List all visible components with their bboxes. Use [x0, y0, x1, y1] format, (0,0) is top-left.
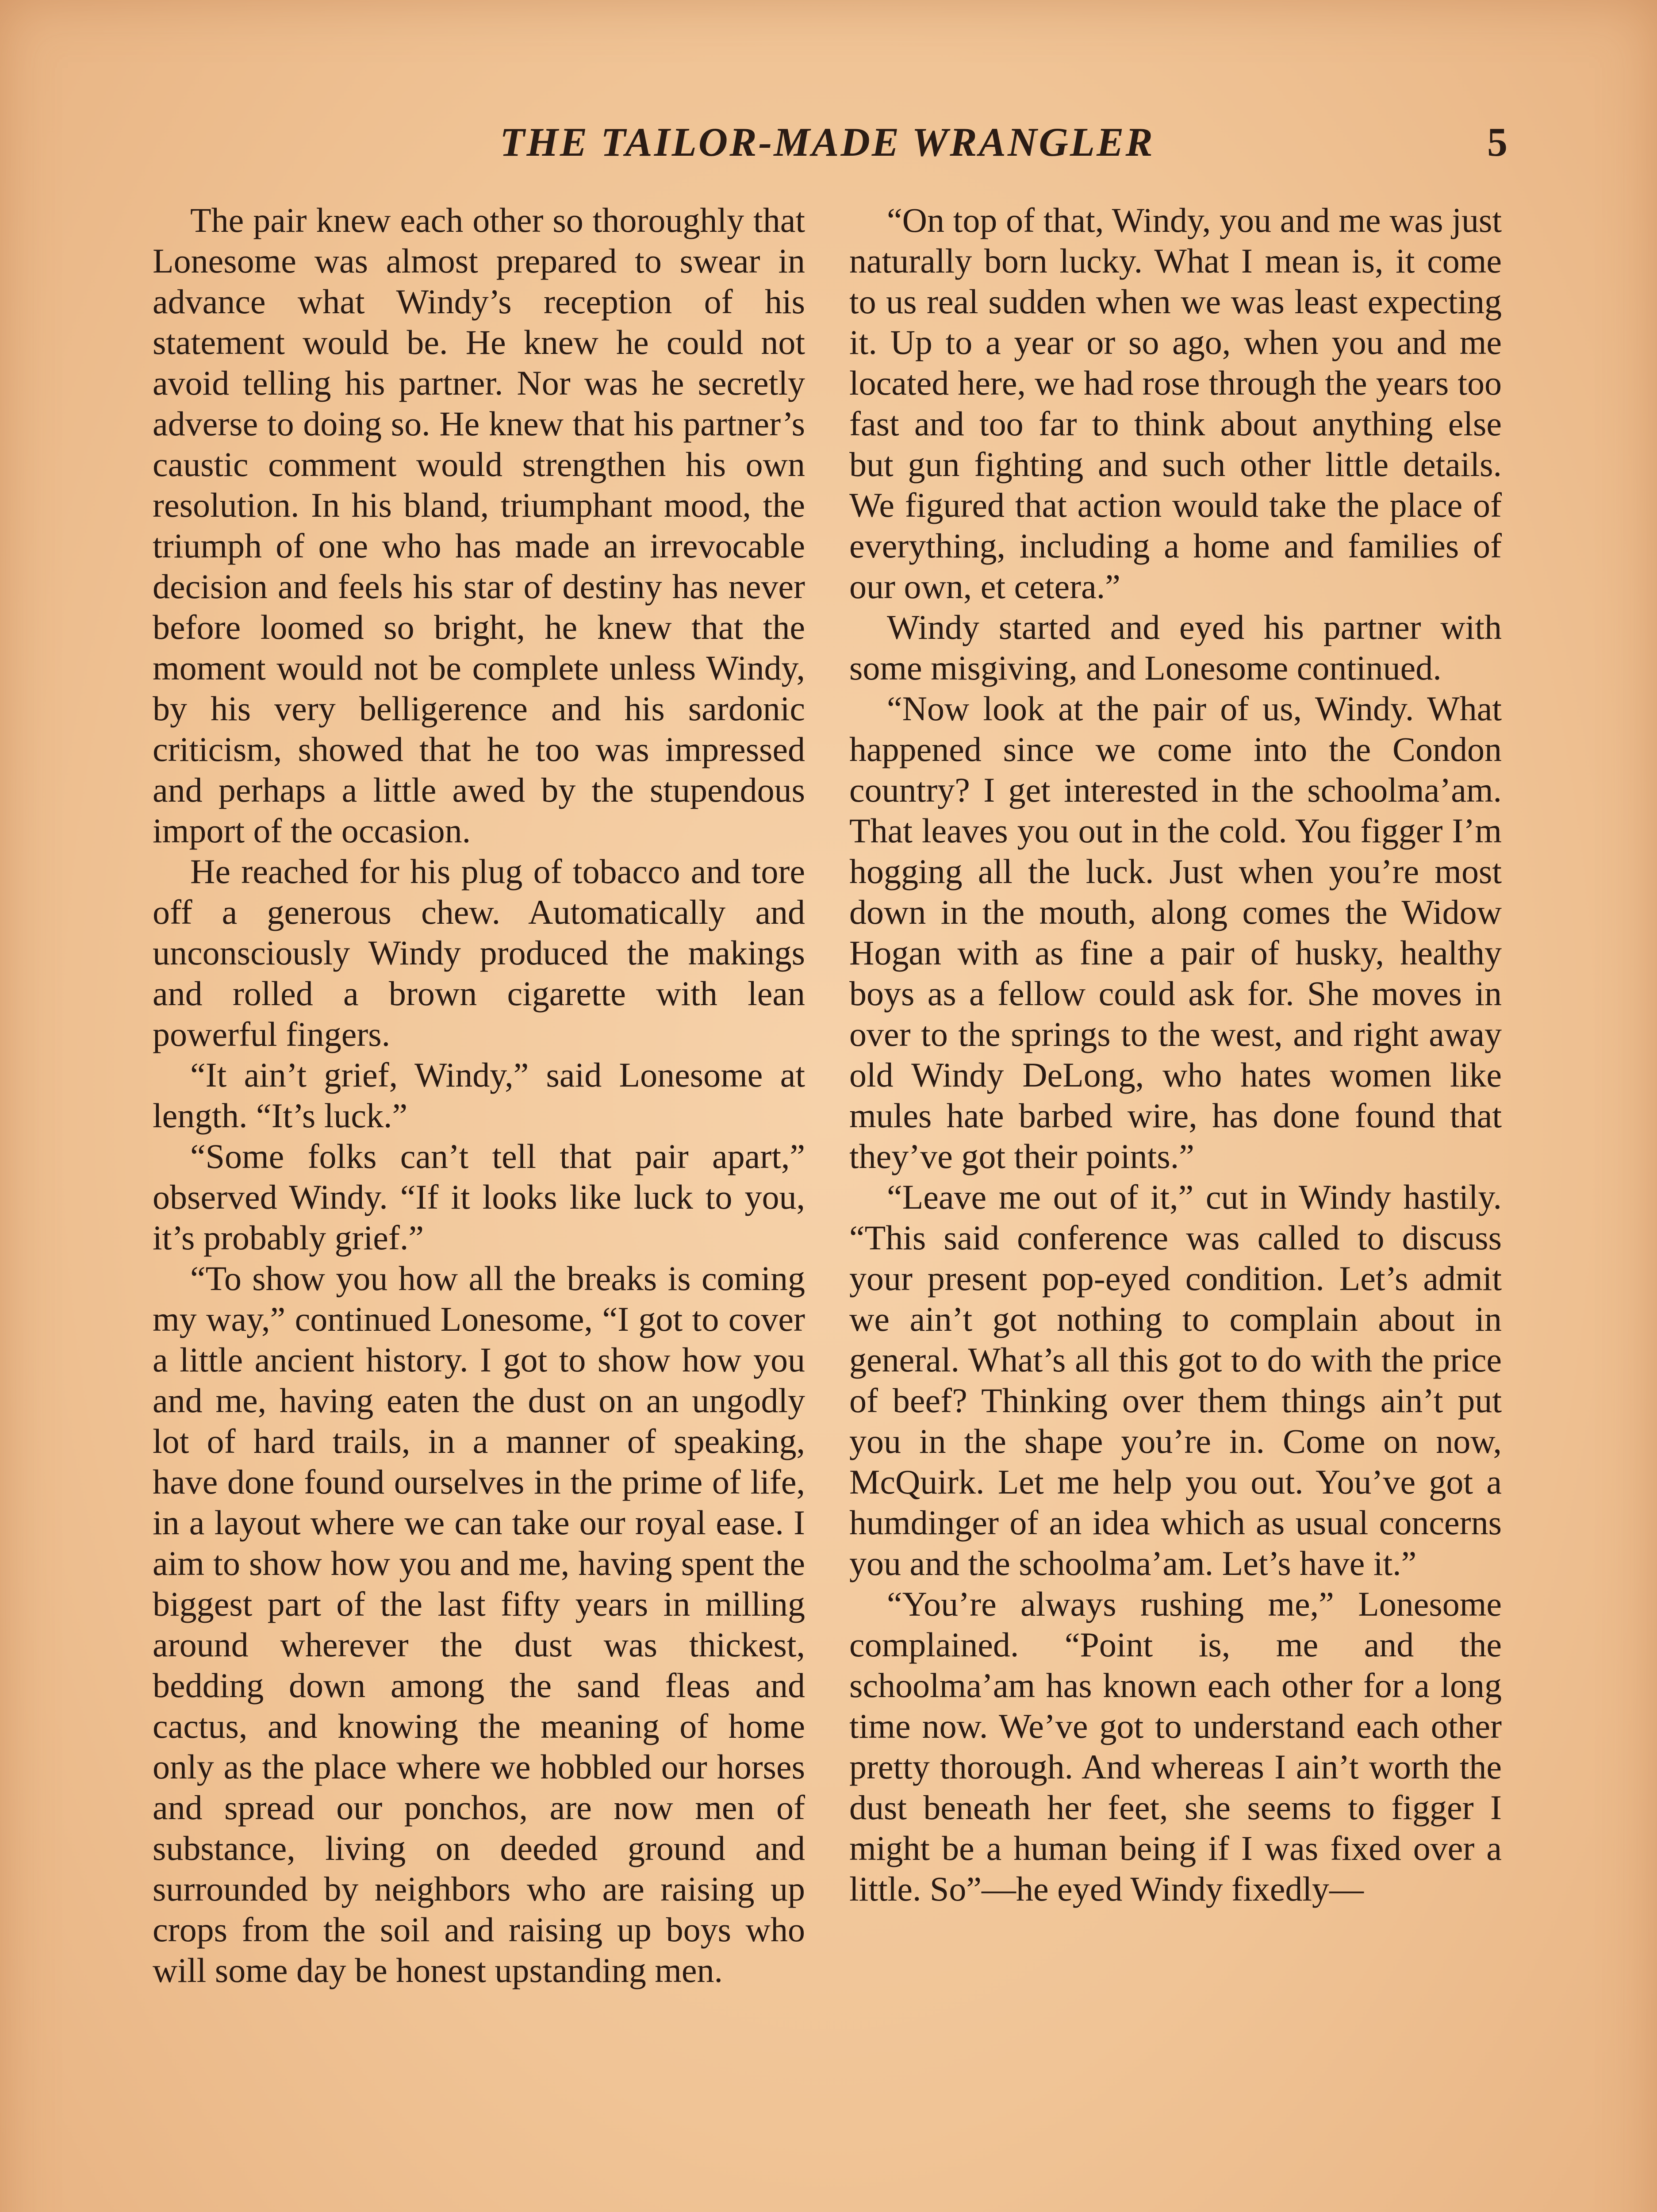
running-title: THE TAILOR-MADE WRANGLER	[500, 119, 1155, 165]
paragraph: “It ain’t grief, Windy,” said Lonesome at length. “It’s luck.”	[153, 1056, 805, 1135]
page-number: 5	[1487, 119, 1507, 165]
paragraph: Windy started and eyed his partner with some misgiving, and Lonesome continued.	[849, 608, 1502, 687]
paragraph: “Leave me out of it,” cut in Windy hastily. “This said conference was called to discuss your present pop-eyed condition. Let’s admit we ain’t got nothing to complain about in general. What’s all this got to do with the price of beef? Thinking over them things ain’t put you in the shape you’re in. Come on now, McQuirk. Let me help you out. You’ve got a humdinger of an idea which as usual concerns you and the schoolma’am. Let’s have it.”	[849, 1178, 1502, 1582]
left-column	[153, 200, 805, 1991]
paragraph: “On top of that, Windy, you and me was just naturally born lucky. What I mean is, it come to us real sudden when we was least expecting it. Up to a year or so ago, when you and me located here, we had rose through the years too fast and too far to think about anything else but gun fighting and such other little details. We figured that action would take the place of everything, including a home and families of our own, et cetera.”	[849, 201, 1502, 606]
paragraph: “You’re always rushing me,” Lonesome complained. “Point is, me and the schoolma’am has known each other for a long time now. We’ve got to understand each other pretty thorough. And whereas I ain’t worth the dust beneath her feet, she seems to figger I might be a human being if I was fixed over a little. So”—he eyed Windy fixedly—	[849, 1585, 1502, 1908]
right-column	[849, 200, 1502, 1909]
paragraph: He reached for his plug of tobacco and tore off a generous chew. Automatically and unconsciously Windy produced the makings and rolled a brown cigarette with lean powerful fingers.	[153, 852, 805, 1053]
paragraph: “Now look at the pair of us, Windy. What happened since we come into the Condon country? I get interested in the schoolma’am. That leaves you out in the cold. You figger I’m hogging all the luck. Just when you’re most down in the mouth, along comes the Widow Hogan with as fine a pair of husky, healthy boys as a fellow could ask for. She moves in over to the springs to the west, and right away old Windy DeLong, who hates women like mules hate barbed wire, has done found that they’ve got their points.”	[849, 689, 1502, 1175]
paragraph: The pair knew each other so thoroughly that Lonesome was almost prepared to swear in advance what Windy’s reception of his statement would be. He knew he could not avoid telling his partner. Nor was he secretly adverse to doing so. He knew that his partner’s caustic comment would strengthen his own resolution. In his bland, triumphant mood, the triumph of one who has made an irrevocable decision and feels his star of destiny has never before loomed so bright, he knew that the moment would not be complete unless Windy, by his very belligerence and his sardonic criticism, showed that he too was impressed and perhaps a little awed by the stupendous import of the occasion.	[153, 201, 805, 850]
paragraph: “Some folks can’t tell that pair apart,” observed Windy. “If it looks like luck to you, it’s probably grief.”	[153, 1137, 805, 1257]
paragraph: “To show you how all the breaks is coming my way,” continued Lonesome, “I got to cover a little ancient history. I got to show how you and me, having eaten the dust on an ungodly lot of hard trails, in a manner of speaking, have done found ourselves in the prime of life, in a layout where we can take our royal ease. I aim to show how you and me, having spent the biggest part of the last fifty years in milling around wherever the dust was thickest, bedding down among the sand fleas and cactus, and knowing the meaning of home only as the place where we hobbled our horses and spread our ponchos, are now men of substance, living on deeded ground and surrounded by neighbors who are raising up crops from the soil and raising up boys who will some day be honest upstanding men.	[153, 1259, 805, 1989]
